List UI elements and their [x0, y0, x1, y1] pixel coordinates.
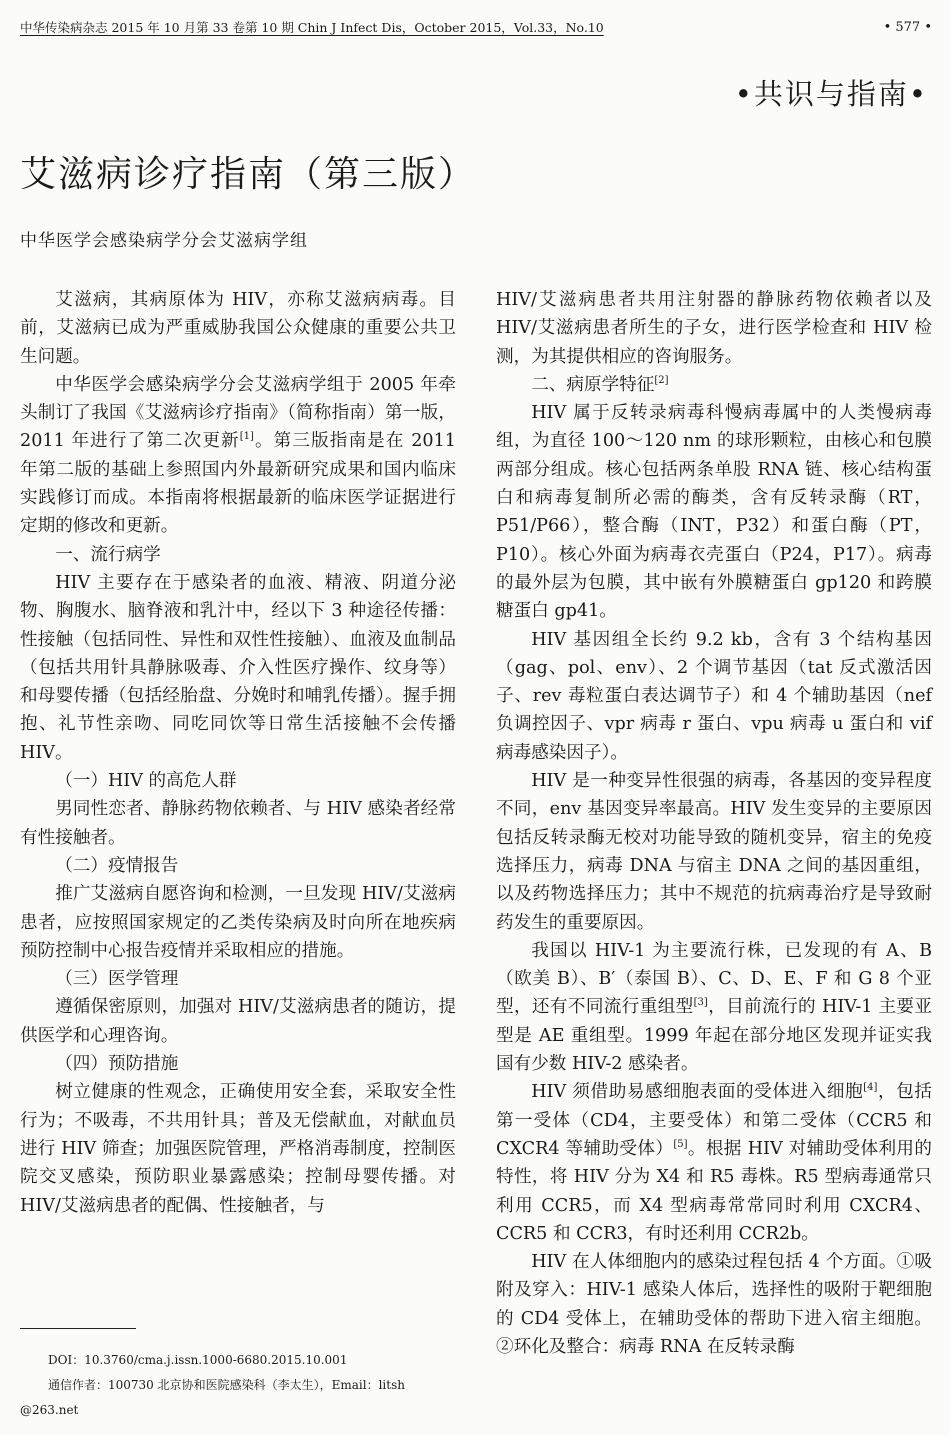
paragraph: 树立健康的性观念，正确使用安全套，采取安全性行为；不吸毒，不共用针具；普及无偿献血，对献血员进行 HIV 筛查；加强医院管理，严格消毒制度，控制医院交叉感染，预防职业暴露感染；控制母婴传播。对 HIV/艾滋病患者的配偶、性接触者，与	[20, 1082, 456, 1216]
section-heading: 二、病原学特征[2]	[531, 374, 669, 395]
reference-marker: [5]	[673, 1139, 688, 1151]
reference-marker: [4]	[863, 1082, 878, 1094]
paragraph: HIV/艾滋病患者共用注射器的静脉药物依赖者以及 HIV/艾滋病患者所生的子女，进行医学检查和 HIV 检测，为其提供相应的咨询服务。	[496, 290, 932, 367]
paragraph: 中华医学会感染病学分会艾滋病学组于 2005 年牵头制订了我国《艾滋病诊疗指南》（简称指南）第一版，2011 年进行了第二次更新[1]。第三版指南是在 2011 年第二版的基础上参照国内外最新研究成果和国内临床实践修订而成。本指南将根据最新的临床医学证据进行定期的修改和更新。	[20, 374, 457, 537]
paragraph: 我国以 HIV-1 为主要流行株，已发现的有 A、B（欧美 B）、B′（泰国 B）、C、D、E、F 和 G 8 个亚型，还有不同流行重组型[3]，目前流行的 HIV-1 主要亚型是 AE 重组型。1999 年起在部分地区发现并证实我国有少数 HIV-2 感染者。	[496, 940, 932, 1075]
correspondence-line: 通信作者：100730 北京协和医院感染科（李太生），Email：litsh	[48, 1378, 405, 1392]
subsection-heading: （二）疫情报告	[55, 855, 179, 876]
paragraph: 推广艾滋病自愿咨询和检测，一旦发现 HIV/艾滋病患者，应按照国家规定的乙类传染病及时向所在地疾病预防控制中心报告疫情并采取相应的措施。	[20, 884, 456, 961]
subsection-heading: （三）医学管理	[55, 969, 179, 990]
right-column	[496, 286, 932, 1361]
paragraph: 艾滋病，其病原体为 HIV，亦称艾滋病病毒。目前，艾滋病已成为严重威胁我国公众健康的重要公共卫生问题。	[20, 290, 456, 367]
paragraph: HIV 在人体细胞内的感染过程包括 4 个方面。①吸附及穿入：HIV-1 感染人体后，选择性的吸附于靶细胞的 CD4 受体上，在辅助受体的帮助下进入宿主细胞。②环化及整合：病毒 RNA 在反转录酶	[496, 1252, 932, 1357]
reference-marker: [2]	[654, 375, 669, 387]
paragraph: HIV 主要存在于感染者的血液、精液、阴道分泌物、胸腹水、脑脊液和乳汁中，经以下 3 种途径传播：性接触（包括同性、异性和双性性接触）、血液及血制品（包括共用针具静脉吸毒、介入性医疗操作、纹身等）和母婴传播（包括经胎盘、分娩时和哺乳传播）。握手拥抱、礼节性亲吻、同吃同饮等日常生活接触不会传播 HIV。	[20, 572, 456, 763]
footnote-divider	[20, 1328, 136, 1329]
journal-citation: 中华传染病杂志 2015 年 10 月第 33 卷第 10 期 Chin J Infect Dis，October 2015，Vol.33，No.10	[20, 20, 604, 35]
page-number: • 577 •	[883, 20, 932, 35]
left-column	[20, 286, 456, 1220]
reference-marker: [3]	[693, 997, 708, 1009]
article-author: 中华医学会感染病学分会艾滋病学组	[20, 231, 308, 251]
subsection-heading: （四）预防措施	[55, 1054, 179, 1075]
doi-line: DOI：10.3760/cma.j.issn.1000-6680.2015.10.001	[48, 1353, 348, 1367]
section-tag: •共识与指南•	[734, 77, 928, 111]
subsection-heading: （一）HIV 的高危人群	[55, 771, 237, 792]
email-continuation: @263.net	[20, 1403, 79, 1417]
paragraph: HIV 是一种变异性很强的病毒，各基因的变异程度不同，env 基因变异率最高。HIV 发生变异的主要原因包括反转录酶无校对功能导致的随机变异，宿主的免疫选择压力，病毒 DNA 与宿主 DNA 之间的基因重组，以及药物选择压力；其中不规范的抗病毒治疗是导致耐药发生的重要原因。	[496, 771, 932, 933]
footnotes	[20, 1348, 470, 1423]
article-title: 艾滋病诊疗指南（第三版）	[20, 154, 477, 195]
section-heading: 一、流行病学	[55, 544, 161, 565]
paragraph: HIV 基因组全长约 9.2 kb，含有 3 个结构基因（gag、pol、env）、2 个调节基因（tat 反式激活因子、rev 毒粒蛋白表达调节子）和 4 个辅助基因（nef 负调控因子、vpr 病毒 r 蛋白、vpu 病毒 u 蛋白和 vif 病毒感染因子）。	[496, 629, 932, 763]
running-header	[20, 18, 932, 42]
reference-marker: [1]	[239, 431, 254, 443]
paragraph: 遵循保密原则，加强对 HIV/艾滋病患者的随访，提供医学和心理咨询。	[20, 997, 456, 1046]
paragraph: HIV 属于反转录病毒科慢病毒属中的人类慢病毒组，为直径 100～120 nm 的球形颗粒，由核心和包膜两部分组成。核心包括两条单股 RNA 链、核心结构蛋白和病毒复制所必需的酶类，含有反转录酶（RT，P51/P66），整合酶（INT，P32）和蛋白酶（PT，P10）。核心外面为病毒衣壳蛋白（P24，P17）。病毒的最外层为包膜，其中嵌有外膜糖蛋白 gp120 和跨膜糖蛋白 gp41。	[496, 403, 932, 622]
paragraph: HIV 须借助易感细胞表面的受体进入细胞[4]，包括第一受体（CD4，主要受体）和第二受体（CCR5 和 CXCR4 等辅助受体）[5]。根据 HIV 对辅助受体利用的特性，将 HIV 分为 X4 和 R5 毒株。R5 型病毒通常只利用 CCR5，而 X4 型病毒常常同时利用 CXCR4、CCR5 和 CCR3，有时还利用 CCR2b。	[496, 1082, 932, 1244]
paragraph: 男同性恋者、静脉药物依赖者、与 HIV 感染者经常有性接触者。	[20, 799, 456, 848]
